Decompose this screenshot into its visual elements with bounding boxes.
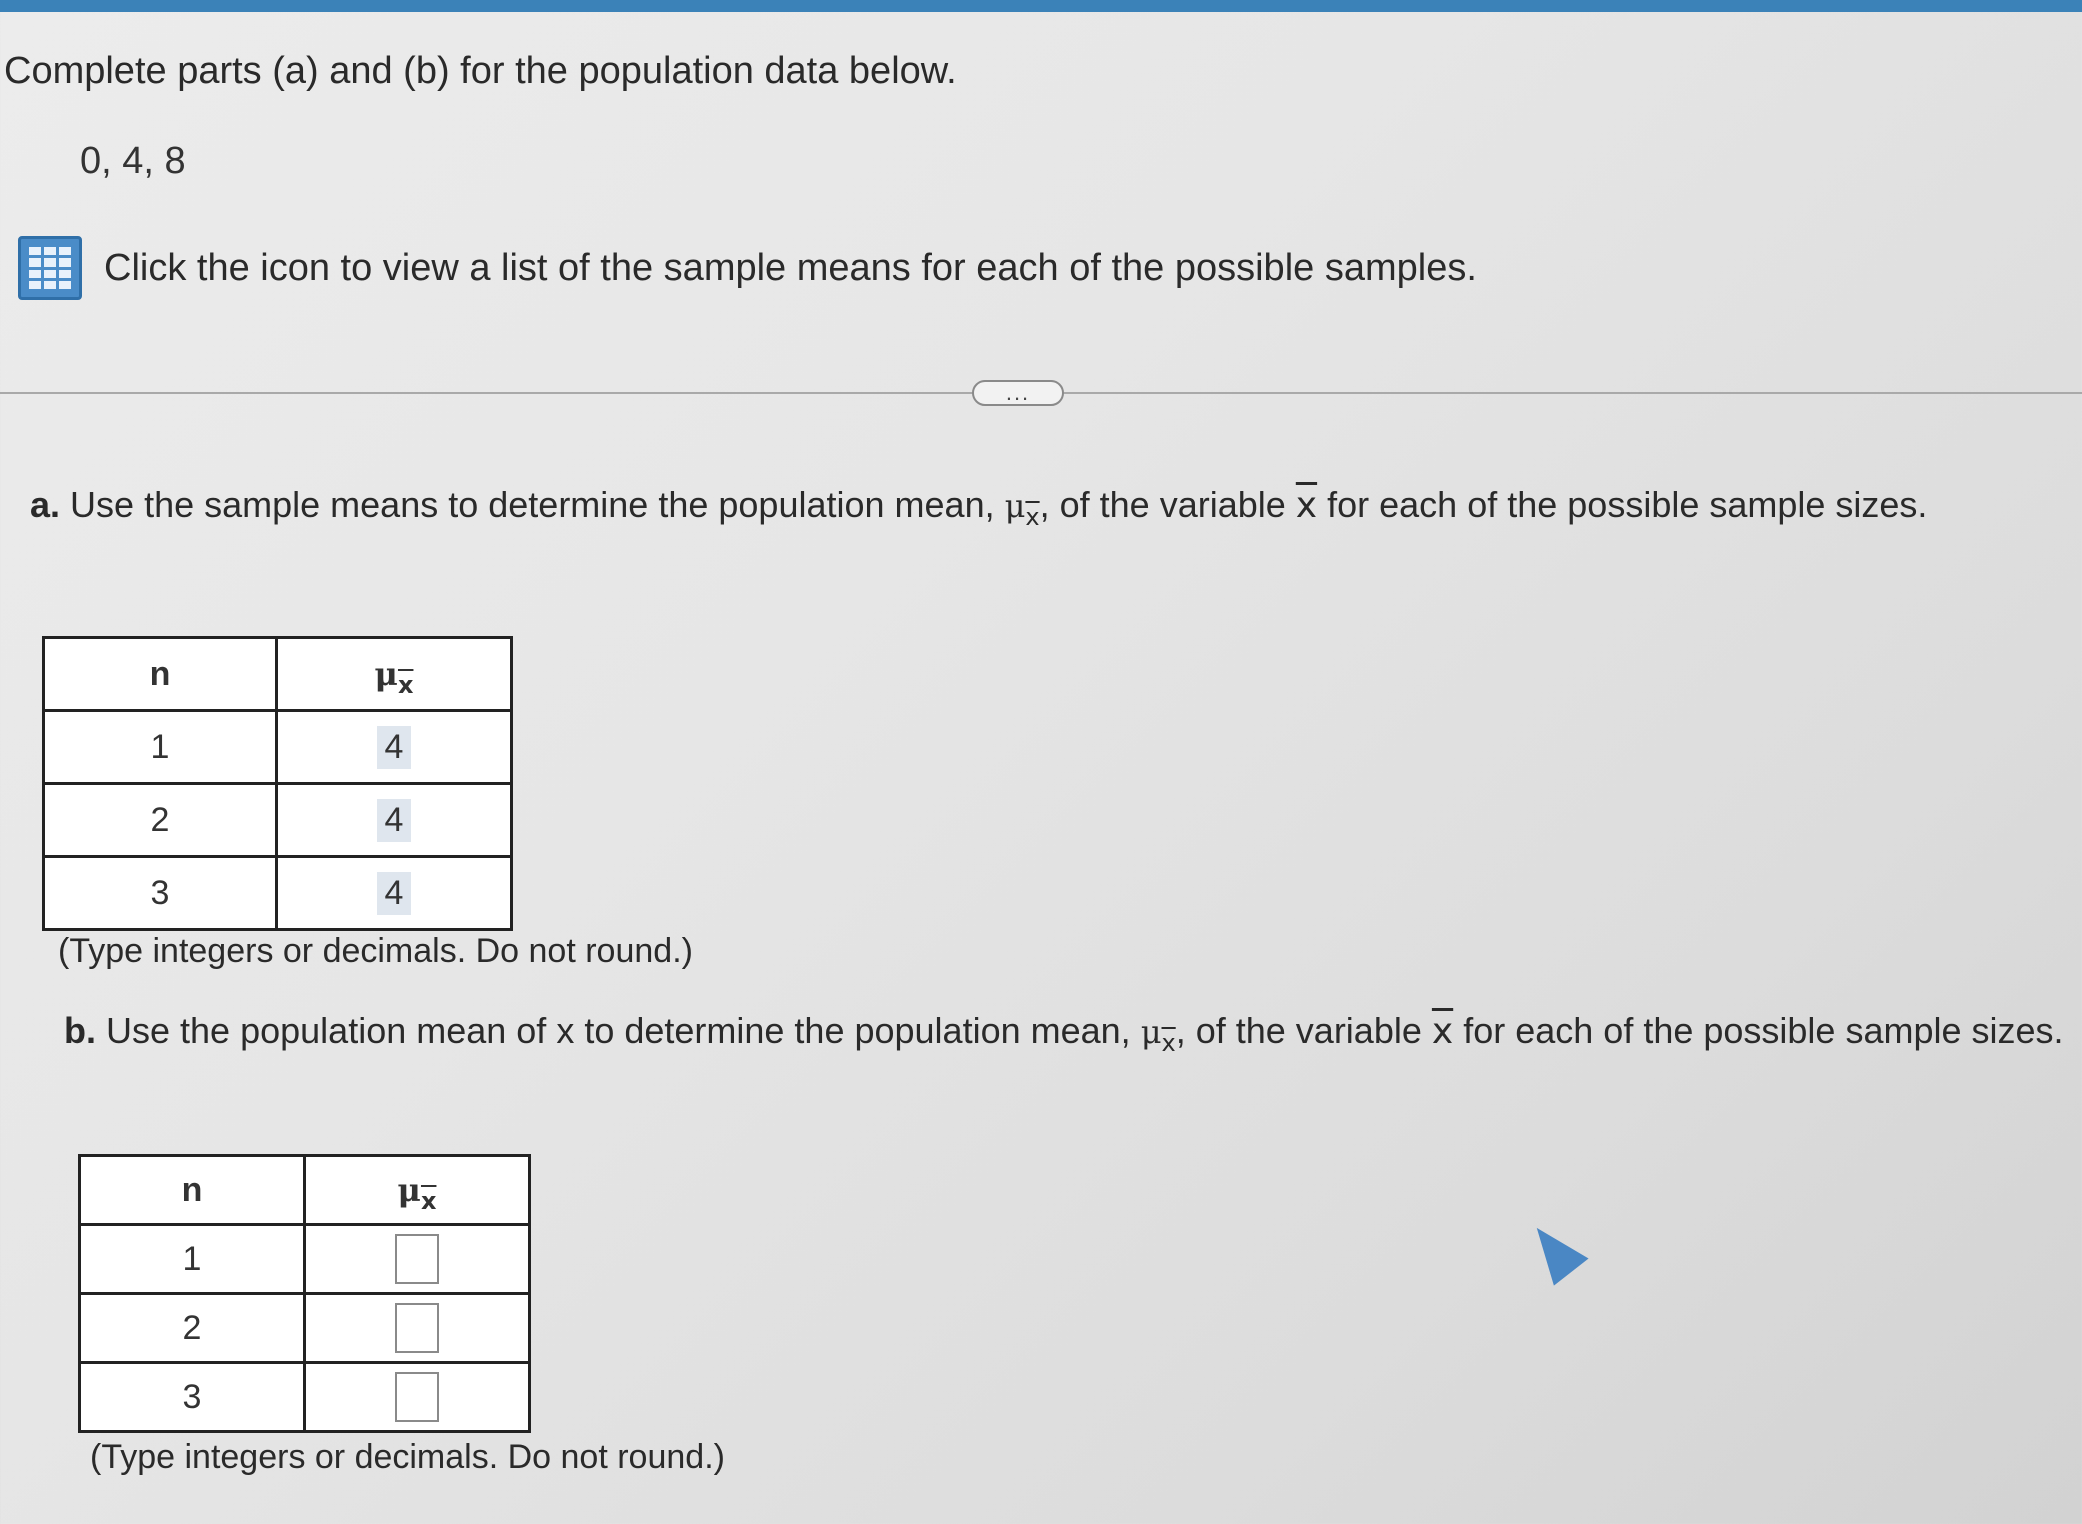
header-mu-xbar: $\mu_{\overline{x}}$ — [277, 638, 512, 711]
part-b-text-before: Use the population mean of x to determine the population mean, — [106, 1010, 1131, 1051]
table-row — [44, 857, 512, 930]
part-a-hint: (Type integers or decimals. Do not round.) — [58, 932, 693, 970]
table-header-row — [80, 1156, 530, 1225]
part-b-text-end: for each of the possible sample sizes. — [1463, 1010, 2064, 1051]
mu-xbar-symbol: $\mu_{\overline{x}}$ — [1140, 1013, 1176, 1057]
answer-value[interactable]: 4 — [377, 726, 412, 769]
part-b-question: b. Use the population mean of x to determine the population mean, $\mu_{\overline{x}}$, of the variable $\overline{x}$ for each of the possible sample sizes. — [64, 1010, 2064, 1057]
part-b-table — [78, 1154, 531, 1433]
xbar-symbol: $\overline{x}$ — [1295, 485, 1318, 526]
table-row — [80, 1294, 530, 1363]
answer-input-box[interactable] — [395, 1234, 439, 1284]
answer-input-box[interactable] — [395, 1372, 439, 1422]
mu-xbar-symbol: $\mu_{\overline{x}}$ — [1004, 487, 1040, 531]
header-n: n — [44, 638, 277, 711]
top-accent-bar — [0, 0, 2082, 12]
grid-icon[interactable] — [18, 236, 82, 300]
cell-n: 3 — [44, 857, 277, 930]
cell-value — [305, 1225, 530, 1294]
table-row — [80, 1363, 530, 1432]
cell-value — [277, 857, 512, 930]
cell-value — [277, 784, 512, 857]
cell-n: 2 — [44, 784, 277, 857]
header-mu-xbar: $\mu_{\overline{x}}$ — [305, 1156, 530, 1225]
cell-value — [305, 1294, 530, 1363]
part-a-text-after: of the variable — [1059, 484, 1286, 525]
part-a-text-end: for each of the possible sample sizes. — [1327, 484, 1928, 525]
part-a-question: a. Use the sample means to determine the population mean, $\mu_{\overline{x}}$, of the variable $\overline{x}$ for each of the possible sample sizes. — [30, 484, 1928, 531]
cell-value — [305, 1363, 530, 1432]
table-row — [44, 784, 512, 857]
cell-n: 1 — [80, 1225, 305, 1294]
sample-means-link-text: Click the icon to view a list of the sample means for each of the possible samples. — [104, 246, 1477, 289]
table-row — [80, 1225, 530, 1294]
cell-n: 1 — [44, 711, 277, 784]
cell-n: 2 — [80, 1294, 305, 1363]
part-b-hint: (Type integers or decimals. Do not round.) — [90, 1438, 725, 1476]
answer-value[interactable]: 4 — [377, 872, 412, 915]
cell-value — [277, 711, 512, 784]
header-n: n — [80, 1156, 305, 1225]
part-a-table — [42, 636, 513, 931]
part-a-text-before: Use the sample means to determine the population mean, — [70, 484, 995, 525]
population-data: 0, 4, 8 — [80, 140, 186, 182]
answer-input-box[interactable] — [395, 1303, 439, 1353]
problem-prompt: Complete parts (a) and (b) for the population data below. — [4, 50, 957, 92]
expand-more-button[interactable]: ... — [972, 380, 1064, 406]
answer-value[interactable]: 4 — [377, 799, 412, 842]
part-b-text-after: of the variable — [1195, 1010, 1422, 1051]
sample-means-link-row — [18, 236, 1477, 300]
xbar-symbol: $\overline{x}$ — [1431, 1011, 1454, 1052]
part-b-label: b. — [64, 1010, 96, 1051]
part-a-label: a. — [30, 484, 61, 525]
mouse-pointer-icon — [1519, 1214, 1588, 1285]
table-row — [44, 711, 512, 784]
cell-n: 3 — [80, 1363, 305, 1432]
table-header-row — [44, 638, 512, 711]
